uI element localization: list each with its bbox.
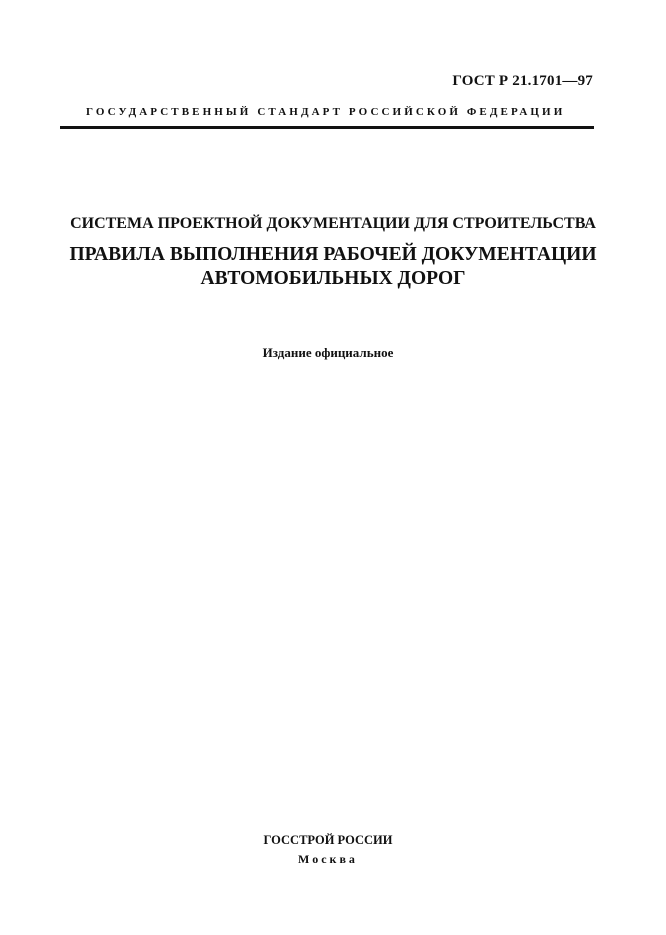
- title-line-1: ПРАВИЛА ВЫПОЛНЕНИЯ РАБОЧЕЙ ДОКУМЕНТАЦИИ: [69, 244, 597, 265]
- state-standard-heading: ГОСУДАРСТВЕННЫЙ СТАНДАРТ РОССИЙСКОЙ ФЕДЕРАЦИИ: [86, 106, 566, 118]
- document-code: ГОСТ Р 21.1701—97: [452, 73, 593, 89]
- header-divider: [60, 126, 594, 129]
- standard-series: СИСТЕМА ПРОЕКТНОЙ ДОКУМЕНТАЦИИ ДЛЯ СТРОИТЕЛЬСТВА: [70, 215, 596, 232]
- publication-city: Москва: [298, 852, 358, 866]
- edition-note: Издание официальное: [262, 345, 394, 360]
- title-line-2: АВТОМОБИЛЬНЫХ ДОРОГ: [200, 268, 466, 289]
- document-title: [0, 243, 666, 291]
- publisher: ГОССТРОЙ РОССИИ: [263, 833, 393, 847]
